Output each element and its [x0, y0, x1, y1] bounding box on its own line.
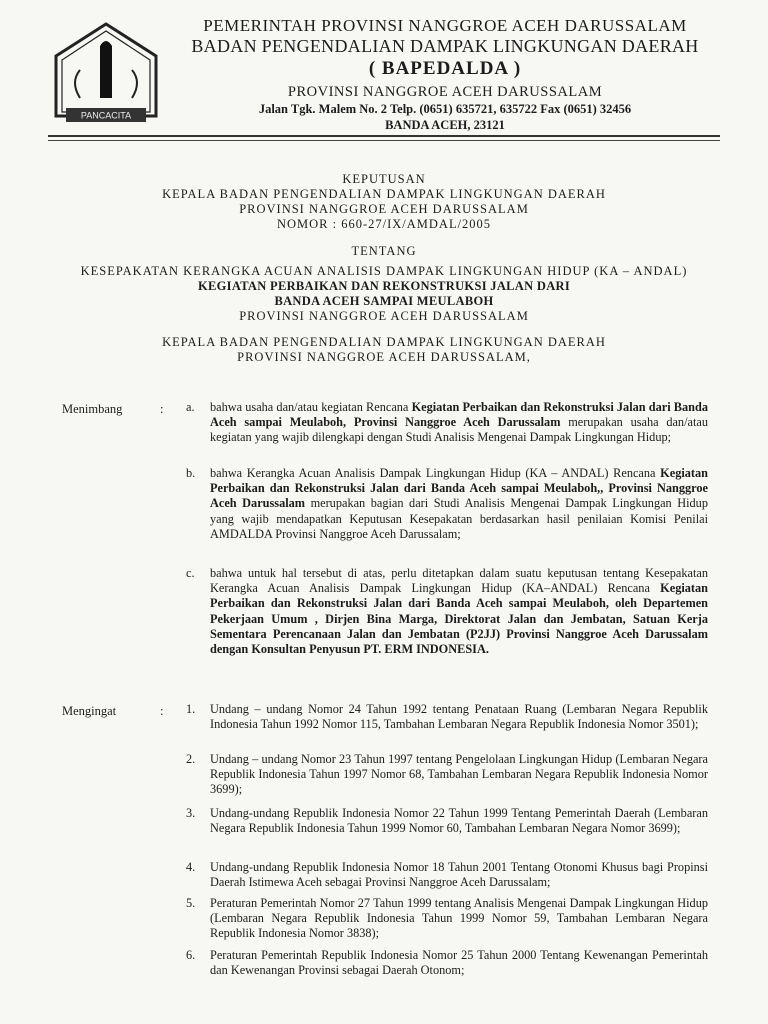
letterhead-province: PROVINSI NANGGROE ACEH DARUSSALAM [287, 84, 603, 100]
item-number: a. [186, 400, 195, 414]
letterhead-acronym: ( BAPEDALDA ) [368, 58, 522, 79]
item-text: Undang-undang Republik Indonesia Nomor 22 Tahun 1999 Tentang Pemerintah Daerah (Lembaran Negara Republik Indonesia Tahun 1999 Nomor 60, Tambahan Lembaran Negara Nomor 3699); [210, 806, 708, 836]
letterhead [160, 16, 730, 133]
item-text: Peraturan Pemerintah Republik Indonesia Nomor 25 Tahun 2000 Tentang Kewenangan Pemerintah dan Kewenangan Provinsi sebagai Daerah Otonom; [210, 948, 708, 978]
mengingat-item [186, 860, 708, 890]
decree-subject-line2: KEGIATAN PERBAIKAN DAN REKONSTRUKSI JALAN DARI [197, 279, 571, 293]
mengingat-item [186, 896, 708, 942]
item-number: 6. [186, 948, 196, 962]
decree-issuer-line2: PROVINSI NANGGROE ACEH DARUSSALAM [239, 202, 529, 216]
decree-subject-line1: KESEPAKATAN KERANGKA ACUAN ANALISIS DAMPAK LINGKUNGAN HIDUP (KA – ANDAL) [80, 264, 688, 278]
decree-head-line1: KEPALA BADAN PENGENDALIAN DAMPAK LINGKUNGAN DAERAH [162, 335, 606, 349]
mengingat-colon: : [160, 704, 164, 718]
item-text: merupakan bagian dari Studi Analisis Mengenai Dampak Lingkungan Hidup yang wajib mendapatkan Keputusan Kesepakatan berdasarkan hasil penilaian Komisi Penilai AMDALDA Provinsi Nanggroe Aceh Darussalam; [210, 496, 708, 541]
item-number: 1. [186, 702, 196, 716]
item-text: Undang – undang Nomor 23 Tahun 1997 tentang Pengelolaan Lingkungan Hidup (Lembaran Negara Republik Indonesia Tahun 1997 Nomor 68, Tambahan Lembaran Negara Republik Indonesia Nomor 3699); [210, 752, 708, 797]
menimbang-label: Menimbang [62, 402, 123, 416]
item-text-bold: Kegiatan Perbaikan dan Rekonstruksi Jalan dari Banda Aceh sampai Meulaboh, oleh Departemen Pekerjaan Umum , Dirjen Bina Marga, Direktorat Jalan dan Jembatan, Satuan Kerja Sementara Perencanaan Jalan dan Jembatan (P2JJ) Provinsi Nanggroe Aceh Darussalam dengan Konsultan Penyusun PT. ERM INDONESIA. [210, 581, 708, 657]
mengingat-item [186, 702, 708, 732]
item-number: 5. [186, 896, 196, 910]
letterhead-divider-thin [48, 140, 720, 141]
decree-number: NOMOR : 660-27/IX/AMDAL/2005 [276, 217, 492, 231]
decree-title: KEPUTUSAN [342, 172, 426, 186]
item-text: Peraturan Pemerintah Nomor 27 Tahun 1999 tentang Analisis Mengenai Dampak Lingkungan Hidup (Lembaran Negara Republik Indonesia Tahun 1999 Nomor 59, Tambahan Lembaran Negara Republik Indonesia Nomor 3838); [210, 896, 708, 941]
item-text: bahwa usaha dan/atau kegiatan Rencana [210, 400, 412, 414]
menimbang-item [186, 466, 708, 542]
item-number: 3. [186, 806, 196, 820]
mengingat-item [186, 806, 708, 836]
menimbang-colon: : [160, 402, 164, 416]
item-text: bahwa Kerangka Acuan Analisis Dampak Lingkungan Hidup (KA – ANDAL) Rencana [210, 466, 661, 480]
letterhead-government: PEMERINTAH PROVINSI NANGGROE ACEH DARUSSALAM [203, 16, 687, 35]
pancacita-emblem-icon [50, 20, 162, 130]
decree-head-line2: PROVINSI NANGGROE ACEH DARUSSALAM, [237, 350, 531, 364]
item-number: b. [186, 466, 196, 480]
decree-issuer-line1: KEPALA BADAN PENGENDALIAN DAMPAK LINGKUNGAN DAERAH [162, 187, 606, 201]
mengingat-item [186, 948, 708, 978]
letterhead-agency: BADAN PENGENDALIAN DAMPAK LINGKUNGAN DAERAH [191, 36, 699, 56]
decree-subject-line3: BANDA ACEH SAMPAI MEULABOH [274, 294, 494, 308]
decree-head [40, 335, 728, 365]
letterhead-divider-thick [48, 135, 720, 137]
emblem-banner-text: PANCACITA [80, 110, 132, 121]
decree-subject [40, 244, 728, 324]
mengingat-label: Mengingat [62, 704, 117, 718]
item-text-bold: Kegiatan Perbaikan dan Rekonstruksi Jalan dari Banda Aceh sampai Meulaboh,, Provinsi Nanggroe Aceh Darussalam [210, 466, 708, 511]
item-text-bold: Kegiatan Perbaikan dan Rekonstruksi Jalan dari Banda Aceh sampai Meulaboh, Provinsi Nanggroe Aceh Darussalam [210, 400, 708, 430]
item-text: Undang – undang Nomor 24 Tahun 1992 tentang Penataan Ruang (Lembaran Negara Republik Indonesia Tahun 1992 Nomor 115, Tambahan Lembaran Negara Republik Indonesia Nomor 3501); [210, 702, 708, 732]
item-number: 2. [186, 752, 196, 766]
mengingat-item [186, 752, 708, 798]
letterhead-address: Jalan Tgk. Malem No. 2 Telp. (0651) 635721, 635722 Fax (0651) 32456 [258, 102, 632, 116]
decree-header [40, 172, 728, 232]
item-text: bahwa untuk hal tersebut di atas, perlu ditetapkan dalam suatu keputusan tentang Kesepakatan Kerangka Acuan Analisis Dampak Lingkungan Hidup (KA–ANDAL) Rencana [210, 566, 708, 596]
item-number: c. [186, 566, 195, 580]
decree-about: TENTANG [351, 244, 417, 258]
letterhead-city: BANDA ACEH, 23121 [385, 118, 505, 132]
menimbang-item [186, 566, 708, 657]
item-text: Undang-undang Republik Indonesia Nomor 18 Tahun 2001 Tentang Otonomi Khusus bagi Propinsi Daerah Istimewa Aceh sebagai Provinsi Nanggroe Aceh Darussalam; [210, 860, 708, 890]
menimbang-item [186, 400, 708, 446]
item-number: 4. [186, 860, 196, 874]
item-text: merupakan usaha dan/atau kegiatan yang wajib dilengkapi dengan Studi Analisis Mengenai Dampak Lingkungan Hidup; [210, 415, 708, 445]
decree-subject-line4: PROVINSI NANGGROE ACEH DARUSSALAM [239, 309, 529, 323]
